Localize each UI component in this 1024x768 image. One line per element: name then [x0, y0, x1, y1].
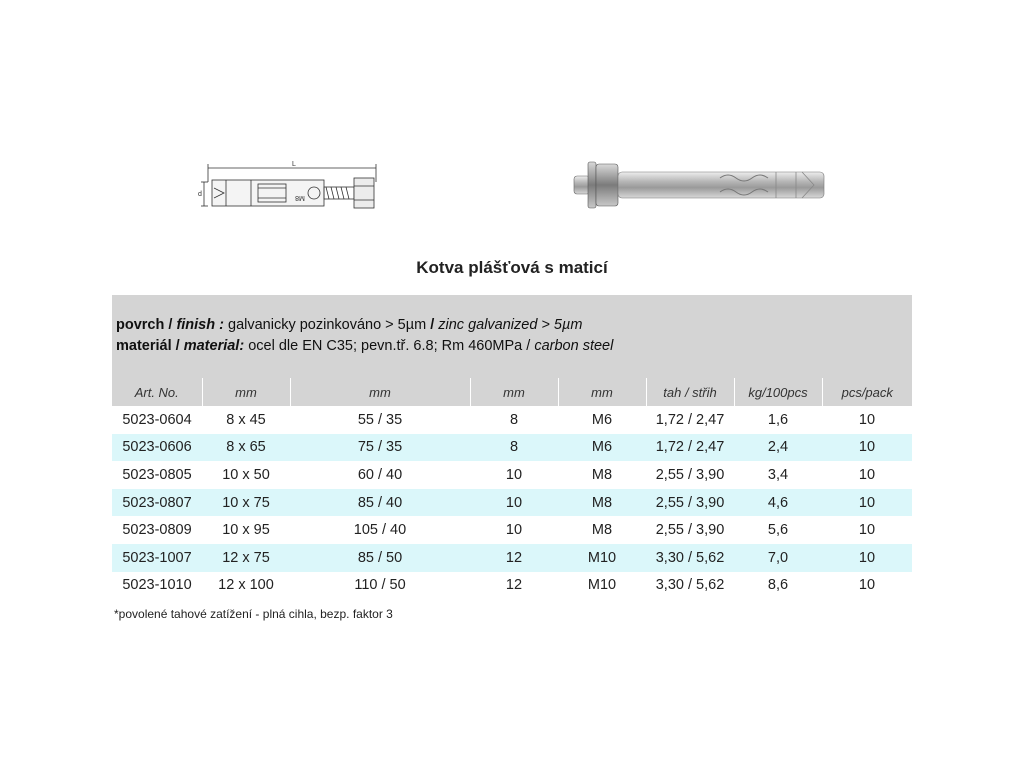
- footnote: *povolené tahové zatížení - plná cihla, bezp. faktor 3: [114, 607, 393, 621]
- header-drill-diameter: mm: [470, 378, 558, 406]
- diameter-label: d: [198, 191, 202, 198]
- table-row: [112, 461, 912, 489]
- header-load: tah / střih: [646, 378, 734, 406]
- table-cell: 12 x 75: [202, 544, 290, 572]
- material-value-sep: /: [526, 338, 531, 354]
- finish-label-en: finish :: [176, 317, 224, 333]
- spec-panel: [112, 295, 912, 378]
- table-cell: 5023-0809: [122, 522, 192, 539]
- table-cell: 10: [858, 577, 876, 594]
- table-cell: 5,6: [767, 522, 789, 539]
- table-cell: 10: [822, 489, 912, 517]
- table-row: [112, 572, 912, 600]
- table-cell: 7,0: [734, 544, 822, 572]
- thread-label: M8: [295, 194, 305, 201]
- table-cell: 5023-0604: [122, 411, 192, 428]
- material-line: [116, 338, 613, 354]
- table-cell: 10: [858, 466, 876, 483]
- table-cell: 1,72 / 2,47: [646, 434, 734, 462]
- table-cell: 75 / 35: [290, 434, 470, 462]
- table-cell: 5023-0807: [112, 489, 202, 517]
- header-length: mm: [290, 378, 470, 406]
- finish-value-cz: galvanicky pozinkováno > 5µm: [228, 317, 427, 333]
- table-cell: 2,55 / 3,90: [655, 522, 725, 539]
- table-row: [112, 544, 912, 572]
- length-label: L: [292, 161, 296, 168]
- table-cell: 1,6: [767, 411, 789, 428]
- material-value-cz: ocel dle EN C35; pevn.tř. 6.8; Rm 460MPa: [248, 338, 523, 354]
- finish-line: [116, 317, 582, 333]
- table-cell: M10: [558, 544, 646, 572]
- table-cell: 8 x 45: [226, 411, 266, 428]
- table-cell: M10: [587, 577, 617, 594]
- table-cell: 2,55 / 3,90: [646, 489, 734, 517]
- table-cell: 105 / 40: [353, 522, 407, 539]
- table-cell: 8: [470, 434, 558, 462]
- table-cell: 5023-0606: [112, 434, 202, 462]
- table-cell: 3,30 / 5,62: [655, 577, 725, 594]
- table-cell: 85 / 50: [290, 544, 470, 572]
- table-cell: M8: [591, 522, 613, 539]
- table-cell: 8,6: [767, 577, 789, 594]
- table-cell: M6: [558, 434, 646, 462]
- anchor-technical-drawing: [196, 158, 386, 220]
- table-cell: 12: [505, 577, 523, 594]
- table-row: [112, 489, 912, 517]
- table-row: [112, 434, 912, 462]
- table-cell: 110 / 50: [354, 577, 406, 594]
- table-cell: 60 / 40: [357, 466, 403, 483]
- table-cell: 10: [858, 411, 876, 428]
- table-cell: 10: [822, 544, 912, 572]
- material-value-en: carbon steel: [534, 338, 614, 354]
- table-cell: 10 x 95: [222, 522, 270, 539]
- material-label-en: material:: [183, 338, 245, 354]
- table-cell: M8: [558, 489, 646, 517]
- product-table: [112, 378, 912, 599]
- table-cell: 10: [470, 489, 558, 517]
- table-cell: 10: [505, 522, 523, 539]
- table-cell: 1,72 / 2,47: [655, 411, 725, 428]
- anchor-product-image: [570, 150, 830, 222]
- material-label-cz: materiál: [116, 338, 172, 354]
- header-size: mm: [202, 378, 290, 406]
- table-cell: 12: [470, 544, 558, 572]
- finish-value-sep: /: [430, 317, 435, 333]
- table-cell: 85 / 40: [290, 489, 470, 517]
- table-cell: 2,4: [734, 434, 822, 462]
- finish-value-en: zinc galvanized > 5µm: [438, 317, 583, 333]
- table-cell: M6: [591, 411, 613, 428]
- table-cell: 3,30 / 5,62: [646, 544, 734, 572]
- table-cell: 8: [509, 411, 519, 428]
- table-row: [112, 516, 912, 544]
- page-title: Kotva plášťová s maticí: [416, 258, 608, 277]
- table-row: [112, 406, 912, 434]
- table-cell: 10 x 75: [202, 489, 290, 517]
- table-cell: M8: [591, 466, 613, 483]
- table-cell: 8 x 65: [202, 434, 290, 462]
- header-art-no: Art. No.: [112, 378, 202, 406]
- table-cell: 2,55 / 3,90: [655, 466, 725, 483]
- table-cell: 10: [505, 466, 523, 483]
- table-cell: 10: [858, 522, 876, 539]
- header-pack: pcs/pack: [822, 378, 912, 406]
- table-cell: 5023-1007: [112, 544, 202, 572]
- header-thread: mm: [558, 378, 646, 406]
- table-cell: 10 x 50: [222, 466, 270, 483]
- table-cell: 12 x 100: [218, 577, 274, 594]
- table-cell: 5023-1010: [122, 577, 192, 594]
- table-cell: 10: [822, 434, 912, 462]
- header-weight: kg/100pcs: [734, 378, 822, 406]
- table-header-row: [112, 378, 912, 406]
- material-label-sep: /: [175, 338, 180, 354]
- finish-label-sep: /: [168, 317, 173, 333]
- table-cell: 55 / 35: [357, 411, 403, 428]
- table-cell: 5023-0805: [122, 466, 192, 483]
- finish-label-cz: povrch: [116, 317, 165, 333]
- table-cell: 4,6: [734, 489, 822, 517]
- table-body: [112, 406, 912, 599]
- table-cell: 3,4: [767, 466, 789, 483]
